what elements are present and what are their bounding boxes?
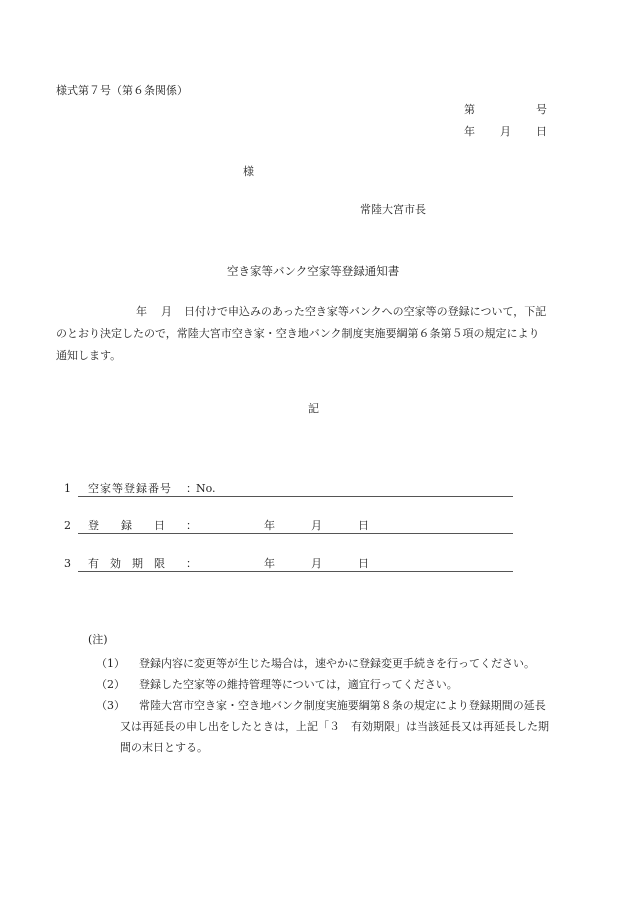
field-1-underline bbox=[78, 496, 513, 497]
field-2-month: 月 bbox=[311, 519, 322, 532]
document-number-prefix: 第 bbox=[464, 103, 475, 116]
sender-name: 常陸大宮市長 bbox=[360, 203, 426, 216]
ki-heading: 記 bbox=[308, 402, 319, 415]
field-1-label: 空家等登録番号 bbox=[88, 482, 172, 495]
field-1-colon: ： bbox=[186, 482, 197, 495]
note-item bbox=[96, 653, 582, 674]
notes-heading: (注) bbox=[88, 633, 108, 646]
body-year-label: 年 bbox=[136, 305, 147, 318]
field-2-label: 登 録 日 bbox=[88, 519, 165, 532]
note-number: （3） bbox=[96, 699, 125, 712]
field-3-label: 有 効 期 限 bbox=[88, 557, 165, 570]
field-3-day: 日 bbox=[358, 557, 369, 570]
body-paragraph bbox=[56, 301, 582, 367]
field-3-underline bbox=[78, 571, 513, 572]
field-2-colon: ： bbox=[186, 519, 197, 532]
body-line-3: 通知します。 bbox=[56, 349, 122, 362]
field-3-number: 3 bbox=[64, 557, 71, 570]
note-number: （1） bbox=[96, 657, 125, 670]
field-1-number: 1 bbox=[64, 482, 71, 495]
note-item bbox=[96, 695, 582, 758]
registration-number-value: No. bbox=[196, 482, 216, 495]
document-number-suffix: 号 bbox=[536, 103, 547, 116]
date-month-label: 月 bbox=[500, 125, 511, 138]
note-item bbox=[96, 674, 582, 695]
note-text: 登録した空家等の維持管理等については，適宜行ってください。 bbox=[139, 678, 458, 691]
field-2-underline bbox=[78, 533, 513, 534]
field-3-colon: ： bbox=[186, 557, 197, 570]
body-line-1-text: 日付けで申込みのあった空き家等バンクへの空家等の登録について，下記 bbox=[184, 305, 547, 318]
form-label: 様式第７号（第６条関係） bbox=[56, 84, 188, 97]
document-title: 空き家等バンク空家等登録通知書 bbox=[227, 264, 400, 278]
note-number: （2） bbox=[96, 678, 125, 691]
note-text-continuation: 間の末日とする。 bbox=[120, 741, 208, 754]
body-line-2: のとおり決定したので，常陸大宮市空き家・空き地バンク制度実施要綱第６条第５項の規定により bbox=[56, 327, 540, 340]
note-text: 登録内容に変更等が生じた場合は，速やかに登録変更手続きを行ってください。 bbox=[139, 657, 535, 670]
date-day-label: 日 bbox=[536, 125, 547, 138]
field-2-year: 年 bbox=[264, 519, 275, 532]
body-month-label: 月 bbox=[161, 305, 172, 318]
addressee-honorific: 様 bbox=[243, 165, 254, 178]
body-line-1 bbox=[56, 301, 582, 323]
field-3-month: 月 bbox=[311, 557, 322, 570]
date-year-label: 年 bbox=[464, 125, 475, 138]
field-2-number: 2 bbox=[64, 519, 71, 532]
note-text: 常陸大宮市空き家・空き地バンク制度実施要綱第８条の規定により登録期間の延長 bbox=[139, 699, 546, 712]
note-text-continuation: 又は再延長の申し出をしたときは，上記「３ 有効期限」は当該延長又は再延長した期 bbox=[120, 720, 549, 733]
field-2-day: 日 bbox=[358, 519, 369, 532]
field-3-year: 年 bbox=[264, 557, 275, 570]
